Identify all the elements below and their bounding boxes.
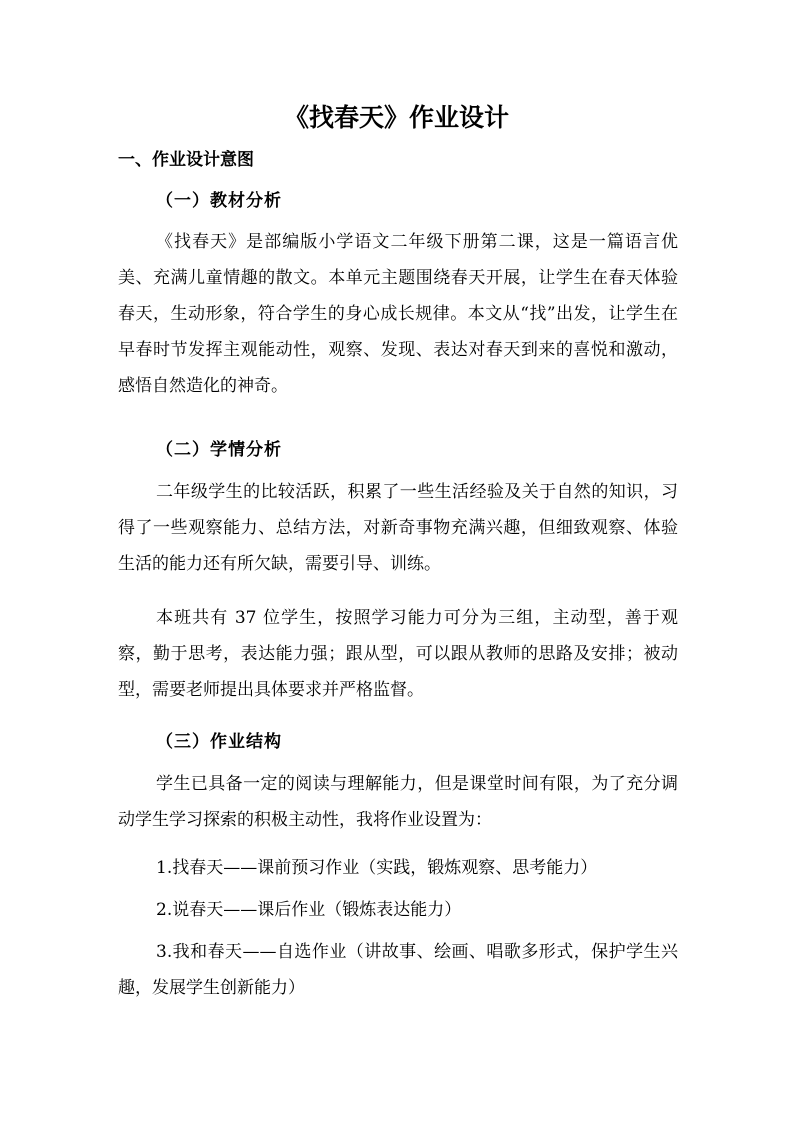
subsection-heading-homework-structure: （三）作业结构 (156, 732, 282, 752)
paragraph-homework-structure: 学生已具备一定的阅读与理解能力，但是课堂时间有限，为了充分调动学生学习探索的积极主动性，我将作业设置为： (118, 774, 678, 830)
paragraph-student-analysis: 二年级学生的比较活跃，积累了一些生活经验及关于自然的知识，习得了一些观察能力、总结方法，对新奇事物充满兴趣，但细致观察、体验生活的能力还有所欠缺，需要引导、训练。 (118, 482, 678, 574)
paragraph-textbook-analysis: 《找春天》是部编版小学语文二年级下册第二课，这是一篇语言优美、充满儿童情趣的散文。本单元主题围绕春天开展，让学生在春天体验春天，生动形象，符合学生的身心成长规律。本文从“找”出发，让学生在早春时节发挥主观能动性，观察、发现、表达对春天到来的喜悦和激动，感悟自然造化的神奇。 (118, 232, 678, 396)
paragraph-class-composition: 本班共有 37 位学生，按照学习能力可分为三组，主动型，善于观察，勤于思考，表达能力强；跟从型，可以跟从教师的思路及安排；被动型，需要老师提出具体要求并严格监督。 (118, 608, 678, 700)
section-heading-design-intent: 一、作业设计意图 (118, 150, 254, 170)
subsection-heading-student-analysis: （二）学情分析 (156, 440, 282, 460)
list-item-homework-1: 1.找春天——课前预习作业（实践，锻炼观察、思考能力） (156, 858, 598, 878)
document-title: 《找春天》作业设计 (283, 103, 509, 132)
subsection-heading-textbook-analysis: （一）教材分析 (156, 191, 282, 211)
list-item-homework-3: 3.我和春天——自选作业（讲故事、绘画、唱歌多形式，保护学生兴趣，发展学生创新能力） (118, 942, 678, 998)
list-item-homework-2: 2.说春天——课后作业（锻炼表达能力） (156, 900, 462, 920)
